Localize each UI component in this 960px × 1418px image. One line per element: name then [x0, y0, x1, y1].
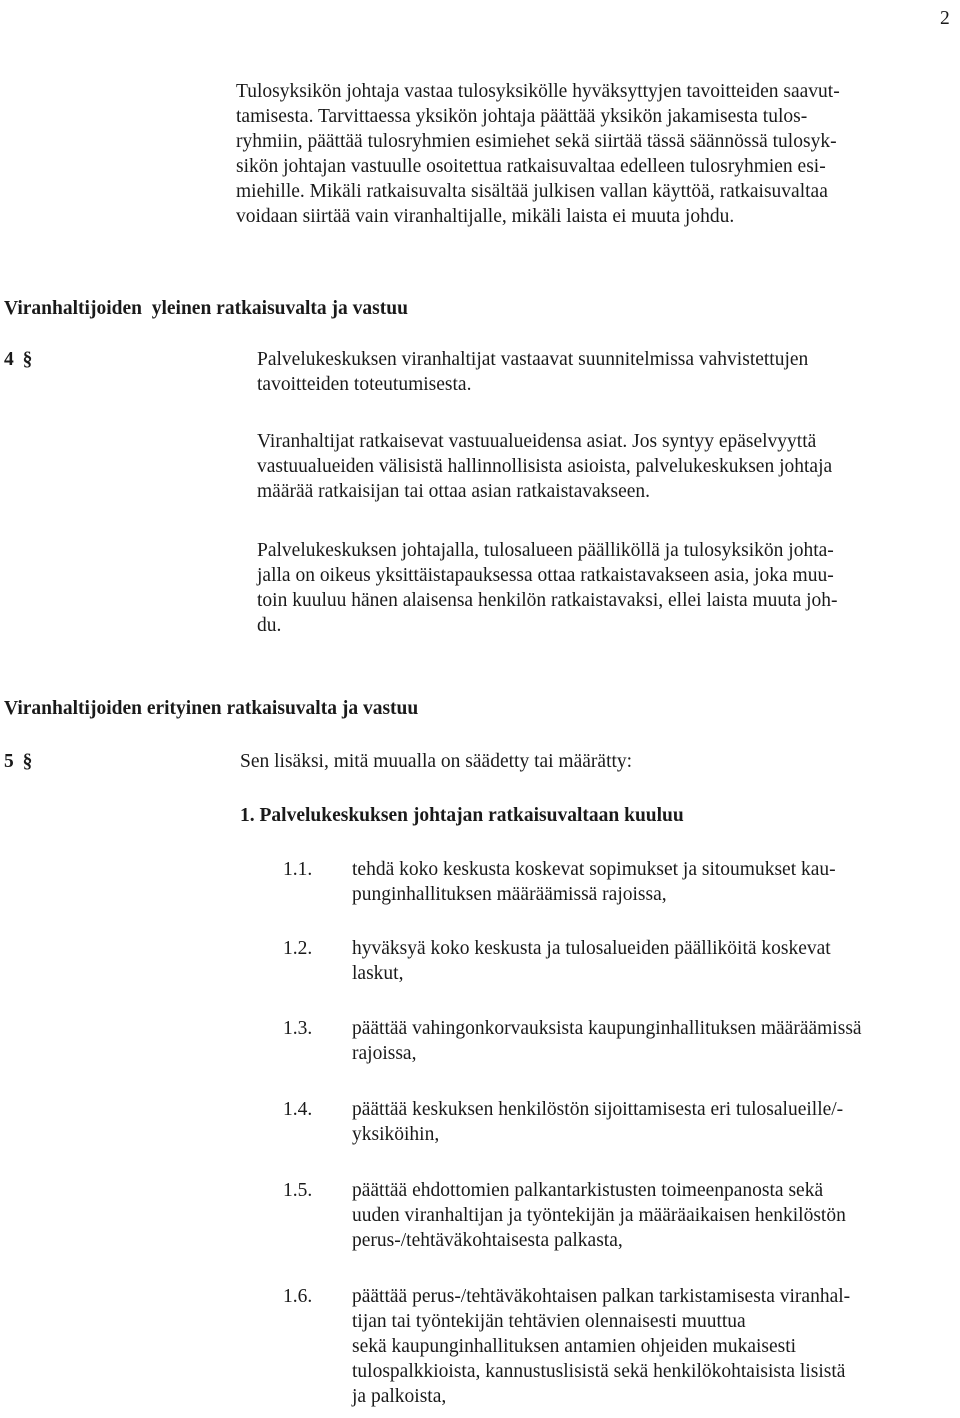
section-5-subheading: 1. Palvelukeskuksen johtajan ratkaisuvaltaan kuuluu	[240, 805, 684, 826]
section-5-intro: Sen lisäksi, mitä muualla on säädetty tai määrätty:	[240, 751, 633, 772]
section-4-paragraph-1	[257, 347, 808, 397]
intro-line: miehille. Mikäli ratkaisuvalta sisältää julkisen vallan käyttöä, ratkaisuvaltaa	[236, 181, 828, 202]
section-sign: §	[22, 751, 33, 772]
section-4-paragraph-3	[257, 538, 838, 638]
paragraph-line: du.	[257, 615, 282, 636]
intro-line: tamisesta. Tarvittaessa yksikön johtaja päättää yksikön jakamisesta tulos-	[236, 106, 808, 127]
section-5-heading: Viranhaltijoiden erityinen ratkaisuvalta ja vastuu	[4, 698, 419, 719]
page-number: 2	[940, 8, 950, 29]
item-line: tijan tai työntekijän tehtävien olennaisesti muuttua	[352, 1311, 746, 1332]
item-number: 1.3.	[283, 1018, 313, 1039]
intro-line: Tulosyksikön johtaja vastaa tulosyksikölle hyväksyttyjen tavoitteiden saavut-	[236, 81, 840, 102]
section-4-heading: Viranhaltijoiden yleinen ratkaisuvalta ja vastuu	[4, 298, 408, 319]
item-line: laskut,	[352, 963, 404, 984]
item-line: päättää perus-/tehtäväkohtaisen palkan tarkistamisesta viranhal-	[352, 1286, 851, 1307]
section-number: 5	[4, 751, 14, 772]
section-number: 4	[4, 349, 14, 370]
item-line: päättää keskuksen henkilöstön sijoittamisesta eri tulosalueille/-	[352, 1099, 844, 1120]
paragraph-line: vastuualueiden välisistä hallinnollisista asioista, palvelukeskuksen johtaja	[257, 456, 833, 477]
intro-line: voidaan siirtää vain viranhaltijalle, mikäli laista ei muuta johdu.	[236, 206, 735, 227]
intro-paragraph	[236, 79, 840, 229]
item-line: rajoissa,	[352, 1043, 417, 1064]
item-number: 1.1.	[283, 859, 313, 880]
paragraph-line: Viranhaltijat ratkaisevat vastuualueidensa asiat. Jos syntyy epäselvyyttä	[257, 431, 817, 452]
item-line: yksiköihin,	[352, 1124, 440, 1145]
paragraph-line: Palvelukeskuksen viranhaltijat vastaavat suunnitelmissa vahvistettujen	[257, 349, 809, 370]
paragraph-line: toin kuuluu hänen alaisensa henkilön ratkaistavaksi, ellei laista muuta joh-	[257, 590, 838, 611]
item-number: 1.6.	[283, 1286, 313, 1307]
item-number: 1.4.	[283, 1099, 313, 1120]
item-line: tulospalkkioista, kannustuslisistä sekä henkilökohtaisista lisistä	[352, 1361, 846, 1382]
item-line: uuden viranhaltijan ja työntekijän ja määräaikaisen henkilöstön	[352, 1205, 846, 1226]
item-number: 1.5.	[283, 1180, 313, 1201]
section-5-number	[4, 749, 32, 774]
item-line: sekä kaupunginhallituksen antamien ohjeiden mukaisesti	[352, 1336, 797, 1357]
item-line: hyväksyä koko keskusta ja tulosalueiden päälliköitä koskevat	[352, 938, 831, 959]
item-line: perus-/tehtäväkohtaisesta palkasta,	[352, 1230, 623, 1251]
intro-line: sikön johtajan vastuulle osoitettua ratkaisuvaltaa edelleen tulosryhmien esi-	[236, 156, 826, 177]
intro-line: ryhmiin, päättää tulosryhmien esimiehet sekä siirtää tässä säännössä tulosyk-	[236, 131, 837, 152]
item-line: ja palkoista,	[352, 1386, 447, 1407]
item-number: 1.2.	[283, 938, 313, 959]
paragraph-line: määrää ratkaisijan tai ottaa asian ratkaistavakseen.	[257, 481, 651, 502]
paragraph-line: Palvelukeskuksen johtajalla, tulosalueen päälliköllä ja tulosyksikön johta-	[257, 540, 834, 561]
section-sign: §	[22, 349, 33, 370]
section-4-number	[4, 347, 32, 372]
item-line: päättää ehdottomien palkantarkistusten toimeenpanosta sekä	[352, 1180, 824, 1201]
item-line: tehdä koko keskusta koskevat sopimukset ja sitoumukset kau-	[352, 859, 836, 880]
paragraph-line: tavoitteiden toteutumisesta.	[257, 374, 472, 395]
section-4-paragraph-2	[257, 429, 832, 504]
item-line: punginhallituksen määräämissä rajoissa,	[352, 884, 667, 905]
paragraph-line: jalla on oikeus yksittäistapauksessa ottaa ratkaistavakseen asia, joka muu-	[257, 565, 834, 586]
item-line: päättää vahingonkorvauksista kaupunginhallituksen määräämissä	[352, 1018, 862, 1039]
